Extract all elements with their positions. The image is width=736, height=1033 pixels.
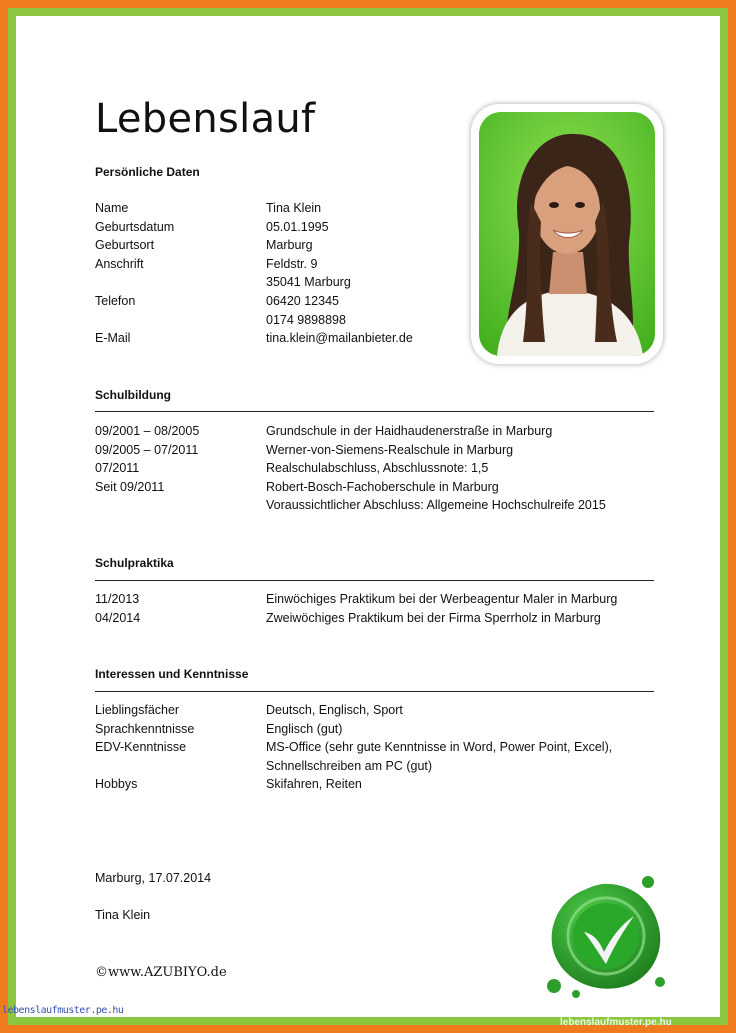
personal-value: 05.01.1995 — [266, 219, 329, 234]
interest-row — [95, 703, 655, 721]
interest-label: EDV-Kenntnisse — [95, 740, 187, 755]
interest-row — [95, 759, 655, 777]
divider — [95, 580, 654, 581]
school-row — [95, 461, 655, 479]
personal-value: tina.klein@mailanbieter.de — [266, 331, 413, 346]
school-value: Realschulabschluss, Abschlussnote: 1,5 — [266, 461, 489, 476]
interest-label: Lieblingsfächer — [95, 703, 180, 717]
divider — [95, 411, 654, 412]
interest-value: Schnellschreiben am PC (gut) — [266, 758, 433, 773]
internship-row — [95, 592, 655, 610]
school-row — [95, 443, 655, 461]
personal-value: Marburg — [266, 238, 313, 253]
green-wax-seal-checkmark-icon — [540, 872, 670, 1002]
place-date: Marburg, 17.07.2014 — [95, 871, 212, 885]
watermark-right: lebenslaufmuster.pe.hu — [560, 1017, 672, 1028]
copyright: ©www.AZUBIYO.de — [95, 965, 227, 980]
interest-row — [95, 722, 655, 740]
school-row — [95, 480, 655, 498]
school-row — [95, 424, 655, 442]
school-value: Grundschule in der Haidhaudenerstraße in Marburg — [266, 424, 553, 438]
page-title: Lebenslauf — [95, 96, 316, 142]
school-value: Robert-Bosch-Fachoberschule in Marburg — [266, 479, 499, 494]
internship-row — [95, 611, 655, 629]
interest-value: Skifahren, Reiten — [266, 777, 362, 792]
school-label: 07/2011 — [95, 461, 140, 476]
personal-label: Geburtsdatum — [95, 219, 175, 234]
personal-value: 35041 Marburg — [266, 275, 351, 290]
interest-value: MS-Office (sehr gute Kenntnisse in Word, Power Point, Excel), — [266, 740, 613, 755]
watermark-left: lebenslaufmuster.pe.hu — [2, 1005, 124, 1016]
interest-value: Englisch (gut) — [266, 721, 343, 736]
school-value: Werner-von-Siemens-Realschule in Marburg — [266, 442, 514, 457]
personal-label: Geburtsort — [95, 238, 155, 253]
personal-label: Name — [95, 201, 129, 215]
personal-value: 0174 9898898 — [266, 312, 346, 327]
interest-label: Hobbys — [95, 777, 138, 792]
personal-label: E-Mail — [95, 331, 131, 346]
personal-label: Telefon — [95, 294, 136, 308]
interest-value: Deutsch, Englisch, Sport — [266, 703, 403, 717]
portrait-photo — [479, 112, 655, 356]
internship-value: Einwöchiges Praktikum bei der Werbeagentur Maler in Marburg — [266, 592, 618, 606]
school-row — [95, 498, 655, 516]
internship-value: Zweiwöchiges Praktikum bei der Firma Sperrholz in Marburg — [266, 610, 601, 625]
school-label: 09/2005 – 07/2011 — [95, 442, 199, 457]
school-label: 09/2001 – 08/2005 — [95, 424, 200, 438]
signature-name: Tina Klein — [95, 908, 151, 922]
section-heading-internships: Schulpraktika — [95, 556, 174, 570]
profile-photo-frame — [471, 104, 663, 364]
internship-label: 04/2014 — [95, 610, 141, 625]
section-heading-interests: Interessen und Kenntnisse — [95, 667, 249, 681]
personal-value: Tina Klein — [266, 201, 322, 215]
section-heading-school: Schulbildung — [95, 388, 171, 402]
personal-value: Feldstr. 9 — [266, 256, 318, 271]
personal-value: 06420 12345 — [266, 294, 339, 308]
profile-photo — [479, 112, 655, 356]
divider — [95, 691, 654, 692]
school-value: Voraussichtlicher Abschluss: Allgemeine Hochschulreife 2015 — [266, 498, 606, 513]
school-label: Seit 09/2011 — [95, 479, 165, 494]
interest-row — [95, 740, 655, 758]
internship-label: 11/2013 — [95, 592, 140, 606]
interest-row — [95, 777, 655, 795]
interest-label: Sprachkenntnisse — [95, 721, 195, 736]
section-heading-personal: Persönliche Daten — [95, 165, 200, 179]
personal-label: Anschrift — [95, 256, 144, 271]
